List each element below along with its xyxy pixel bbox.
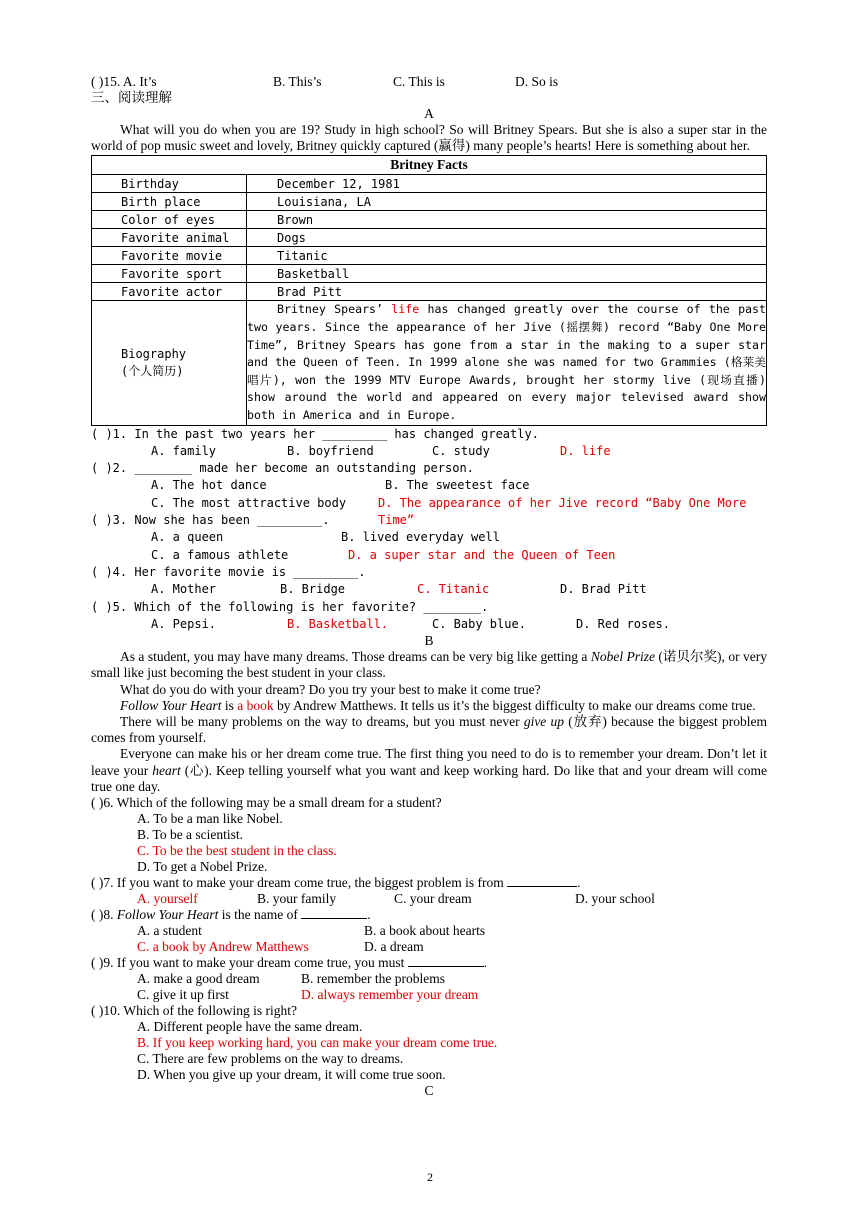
q2-stem: ( )2. ________ made her become an outstanding person.	[91, 461, 474, 476]
table-row	[92, 211, 767, 229]
q5-options	[91, 616, 767, 633]
passage-b-p5	[91, 746, 767, 795]
q1-option-a: A. family	[151, 443, 217, 458]
bio-pre: Britney Spears’	[277, 302, 392, 317]
p4-post: (放弃) because the biggest problem comes from yourself.	[91, 713, 767, 746]
question-1	[91, 426, 767, 443]
table-row	[92, 283, 767, 301]
biography-text	[247, 301, 767, 425]
q5-option-d: D. Red roses.	[576, 616, 670, 631]
q8-options-row1	[91, 923, 767, 939]
passage-b-p4	[91, 714, 767, 746]
q6-option-a: A. To be a man like Nobel.	[137, 810, 283, 826]
p1-italic: Nobel Prize	[590, 649, 655, 665]
q3-option-a: A. a queen	[151, 530, 224, 545]
question-2	[91, 460, 767, 477]
p1-pre: As a student, you may have many dreams. Those dreams can be very big like getting a	[120, 649, 591, 665]
q9-option-c: C. give it up first	[137, 986, 229, 1002]
fact-key: Color of eyes	[92, 211, 247, 229]
fact-value: December 12, 1981	[247, 175, 767, 193]
q1-stem: ( )1. In the past two years her _________ has changed greatly.	[91, 426, 539, 441]
q3-options-row1	[91, 529, 767, 546]
q8-option-d: D. a dream	[364, 938, 424, 954]
q8-option-c-answer: C. a book by Andrew Matthews	[137, 938, 309, 954]
section-title: 三、阅读理解	[91, 90, 172, 105]
worksheet-page	[91, 74, 767, 1099]
q7-option-c: C. your dream	[394, 890, 472, 906]
question-4	[91, 564, 767, 581]
fact-key: Favorite sport	[92, 265, 247, 283]
biography-label-en: Biography	[121, 346, 187, 361]
q15-option-c: C. This is	[393, 74, 445, 89]
q3-option-c: C. a famous athlete	[151, 547, 289, 562]
q3-options-row2	[91, 547, 767, 564]
fact-value: Louisiana, LA	[247, 193, 767, 211]
q6-option-c-answer: C. To be the best student in the class.	[137, 842, 337, 858]
table-row	[92, 175, 767, 193]
q6-option-d: D. To get a Nobel Prize.	[137, 858, 268, 874]
q8-option-a: A. a student	[137, 922, 202, 938]
p5-pre: Everyone can make his or her dream come true. The first thing you need to do is to remember your dream. Don’t let it leave your	[91, 746, 767, 778]
fact-key: Favorite actor	[92, 283, 247, 301]
q2-option-c: C. The most attractive body	[151, 495, 347, 510]
q5-option-a: A. Pepsi.	[151, 616, 217, 631]
q4-option-b: B. Bridge	[280, 582, 346, 597]
q8-options-row2	[91, 939, 767, 955]
p4-pre: There will be many problems on the way to dreams, but you must never	[120, 713, 524, 729]
q5-option-b-answer: B. Basketball.	[287, 616, 389, 631]
fact-value: Basketball	[247, 265, 767, 283]
q15-option-b: B. This’s	[273, 74, 322, 89]
q7-option-a-answer: A. yourself	[137, 890, 198, 906]
q8-option-b: B. a book about hearts	[364, 922, 486, 938]
table-title: Britney Facts	[92, 156, 767, 175]
q4-stem: ( )4. Her favorite movie is _________.	[91, 564, 366, 579]
fact-key: Favorite animal	[92, 229, 247, 247]
question-3	[91, 512, 767, 529]
passage-a-questions	[91, 426, 767, 634]
p5-post: (心). Keep telling yourself what you want and keep working hard. Do like that and your dream will come true one day.	[91, 762, 767, 794]
fact-value: Dogs	[247, 229, 767, 247]
fact-key: Birth place	[92, 193, 247, 211]
q2-option-d-answer: D. The appearance of her Jive record “Baby One More Time”	[378, 495, 747, 528]
q9-stem: ( )9. If you want to make your dream come true, you must	[91, 954, 408, 970]
q9-options-row1	[91, 971, 767, 987]
q8-blank	[301, 907, 367, 919]
table-row	[92, 229, 767, 247]
q1-option-d-answer: D. life	[560, 443, 611, 458]
passage-a-intro: What will you do when you are 19? Study in high school? So will Britney Spears. But she is also a super star in the world of pop music sweet and lovely, Britney quickly captured (赢得) many people’s hearts! Here is something about her.	[91, 122, 767, 154]
question-6: ( )6. Which of the following may be a small dream for a student?	[91, 794, 442, 810]
q6-option-b: B. To be a scientist.	[137, 826, 244, 842]
q9-option-b: B. remember the problems	[301, 970, 445, 986]
q4-option-a: A. Mother	[151, 582, 217, 597]
p3-italic: Follow Your Heart	[120, 697, 222, 713]
q9-option-a: A. make a good dream	[137, 970, 260, 986]
fact-value: Brad Pitt	[247, 283, 767, 301]
q10-option-a: A. Different people have the same dream.	[137, 1018, 363, 1034]
q10-option-c: C. There are few problems on the way to dreams.	[137, 1050, 404, 1066]
q10-option-b-answer: B. If you keep working hard, you can make your dream come true.	[137, 1034, 498, 1050]
q1-option-c: C. study	[432, 443, 490, 458]
q5-stem: ( )5. Which of the following is her favorite? ________.	[91, 599, 489, 614]
q2-option-b: B. The sweetest face	[385, 478, 530, 493]
q3-option-b: B. lived everyday well	[341, 530, 500, 545]
p4-italic: give up	[523, 713, 565, 729]
q7-blank	[507, 875, 577, 887]
q4-options	[91, 581, 767, 598]
q8-stem-pre: ( )8.	[91, 906, 117, 922]
q1-option-b: B. boyfriend	[287, 443, 374, 458]
passage-b-letter: B	[424, 633, 434, 649]
fact-value: Titanic	[247, 247, 767, 265]
question-10: ( )10. Which of the following is right?	[91, 1002, 297, 1018]
bio-post: has changed greatly over the course of the past two years. Since the appearance of her Jive (摇摆舞) record “Baby One More Time”, Britney Spears has gone from a star in the making to a super star and the Queen of Teen. In 1999 alone she was named for two Grammies (格莱美唱片), won the 1999 MTV Europe Awards, brought her stormy live (现场直播) show around the world and appeared on every major televised award show both in America and in Europe.	[247, 302, 766, 422]
q15-stem: ( )15. A. It’s	[91, 74, 157, 89]
fact-value: Brown	[247, 211, 767, 229]
question-9: ( )9. If you want to make your dream come true, you must .	[91, 954, 488, 970]
q2-options-row1	[91, 477, 767, 494]
question-7: ( )7. If you want to make your dream come true, the biggest problem is from .	[91, 874, 581, 890]
q1-options	[91, 443, 767, 460]
q3-option-d-answer: D. a super star and the Queen of Teen	[348, 547, 616, 562]
fact-key: Favorite movie	[92, 247, 247, 265]
biography-row	[92, 301, 767, 425]
q10-option-d: D. When you give up your dream, it will come true soon.	[137, 1066, 446, 1082]
table-row	[92, 265, 767, 283]
question-5	[91, 599, 767, 616]
p5-italic: heart	[152, 762, 181, 778]
passage-a-letter: A	[424, 106, 434, 121]
biography-label-cn: (个人简历)	[121, 363, 184, 378]
britney-facts-table	[91, 155, 767, 425]
passage-b-p3	[91, 698, 767, 714]
q7-stem: ( )7. If you want to make your dream come true, the biggest problem is from	[91, 874, 508, 890]
q2-option-a: A. The hot dance	[151, 478, 267, 493]
bio-answer-life: life	[391, 302, 420, 317]
p3-answer: a book	[237, 697, 274, 713]
q9-blank	[408, 955, 484, 967]
table-row	[92, 193, 767, 211]
question-15	[91, 74, 767, 90]
page-number: 2	[427, 1170, 433, 1184]
fact-key: Birthday	[92, 175, 247, 193]
q9-options-row2	[91, 987, 767, 1003]
p3-mid: is	[221, 697, 238, 713]
q8-stem-post: is the name of	[218, 906, 302, 922]
passage-b-p1	[91, 649, 767, 681]
q9-option-d-answer: D. always remember your dream	[301, 986, 479, 1002]
q5-option-c: C. Baby blue.	[432, 616, 526, 631]
q4-option-c-answer: C. Titanic	[417, 582, 490, 597]
q7-option-b: B. your family	[257, 890, 337, 906]
passage-c-letter: C	[424, 1082, 434, 1098]
passage-b-p2: What do you do with your dream? Do you try your best to make it come true?	[120, 681, 541, 697]
q8-stem-italic: Follow Your Heart	[116, 906, 219, 922]
q3-stem: ( )3. Now she has been _________.	[91, 513, 330, 528]
q7-options	[91, 891, 767, 907]
p1-post: (诺贝尔奖), or very small like just becoming the best student in your class.	[91, 649, 767, 681]
question-8: ( )8. Follow Your Heart is the name of .	[91, 906, 371, 922]
table-row	[92, 247, 767, 265]
p3-post: by Andrew Matthews. It tells us it’s the biggest difficulty to make our dreams come true.	[273, 697, 756, 713]
q7-option-d: D. your school	[575, 890, 655, 906]
biography-label	[92, 301, 247, 425]
q15-option-d: D. So is	[515, 74, 559, 89]
q4-option-d: D. Brad Pitt	[560, 582, 647, 597]
